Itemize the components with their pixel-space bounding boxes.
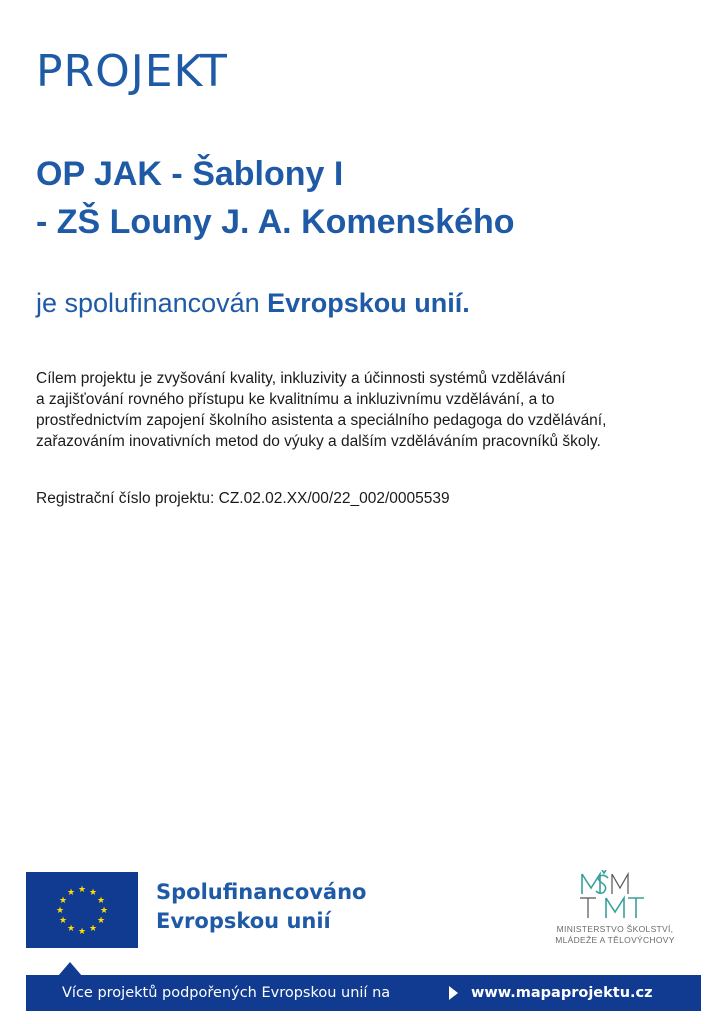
svg-text:★: ★ [77, 885, 87, 895]
svg-text:★: ★ [77, 927, 87, 937]
goal-line: a zajišťování rovného přístupu ke kvalitnímu a inkluzivnímu vzdělávání, a to [36, 391, 555, 408]
svg-text:★: ★ [58, 916, 68, 926]
goal-line: zařazováním inovativních metod do výuky a dalším vzděláváním pracovníků školy. [36, 433, 601, 450]
msmt-logo-text [530, 924, 700, 946]
msmt-logo-icon [578, 870, 648, 922]
svg-text:★: ★ [55, 906, 65, 916]
project-title-line-2: - ZŠ Louny J. A. Komenského [36, 203, 515, 241]
svg-text:★: ★ [66, 888, 76, 898]
svg-text:★: ★ [66, 924, 76, 934]
svg-text:★: ★ [96, 916, 106, 926]
eu-logo-line-2: Evropskou unií [156, 909, 331, 933]
project-goal [36, 368, 696, 452]
footer-bar [26, 975, 701, 1011]
msmt-line-1: MINISTERSTVO ŠKOLSTVÍ, [556, 924, 674, 934]
eu-stars-icon [26, 872, 138, 948]
page-heading: PROJEKT [36, 46, 228, 97]
eu-flag-icon [26, 872, 138, 948]
project-title-line-1: OP JAK - Šablony I [36, 155, 344, 193]
eu-cofinance-logo-text [156, 878, 366, 936]
msmt-line-2: MLÁDEŽE A TĚLOVÝCHOVY [555, 935, 675, 945]
play-arrow-icon [449, 986, 458, 1000]
footer-bar-notch [58, 962, 82, 976]
svg-text:★: ★ [88, 888, 98, 898]
goal-line: prostřednictvím zapojení školního asistenta a speciálního pedagoga do vzdělávání, [36, 412, 607, 429]
svg-text:★: ★ [58, 896, 68, 906]
footer-url-link[interactable]: www.mapaprojektu.cz [471, 985, 653, 1001]
cofinance-prefix: je spolufinancován [36, 288, 268, 318]
svg-text:★: ★ [96, 896, 106, 906]
project-title [36, 150, 515, 246]
eu-logo-line-1: Spolufinancováno [156, 880, 367, 904]
registration-number: Registrační číslo projektu: CZ.02.02.XX/00/22_002/0005539 [36, 490, 450, 507]
footer-text: Více projektů podpořených Evropskou unií na [62, 985, 391, 1001]
cofinance-bold: Evropskou unií. [267, 288, 470, 318]
goal-line: Cílem projektu je zvyšování kvality, inkluzivity a účinnosti systémů vzdělávání [36, 370, 566, 387]
svg-text:★: ★ [88, 924, 98, 934]
cofinance-statement [36, 288, 470, 319]
svg-text:★: ★ [99, 906, 109, 916]
